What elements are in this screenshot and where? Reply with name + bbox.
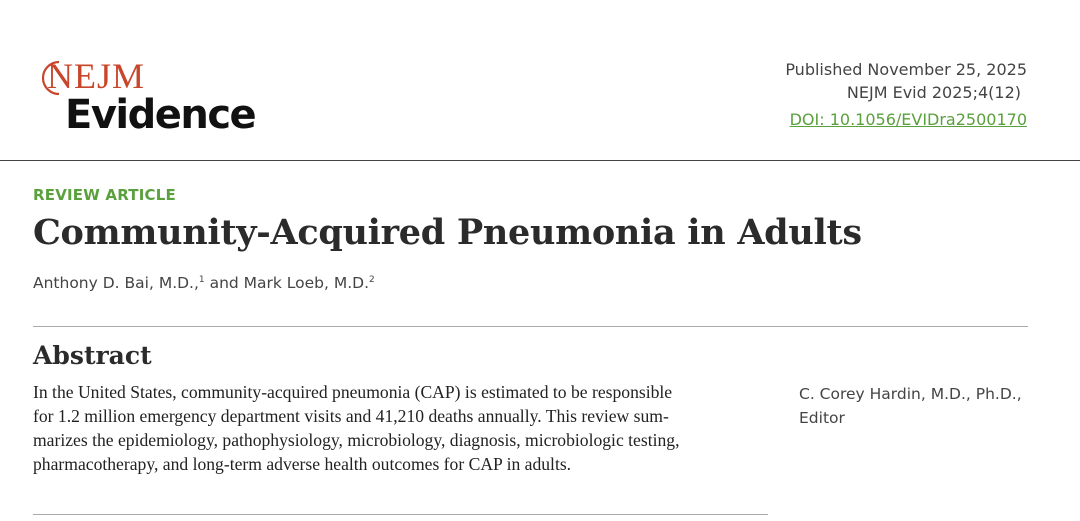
author-name[interactable]: and Mark Loeb, M.D. — [204, 274, 370, 292]
abstract-heading: Abstract — [33, 341, 152, 370]
logo-nejm-text: NEJM — [47, 56, 146, 96]
abstract-divider — [33, 514, 768, 515]
published-date: Published November 25, 2025 — [785, 60, 1027, 79]
abstract-line: marizes the epidemiology, pathophysiology, microbiology, diagnosis, microbiologic testing, — [33, 430, 680, 450]
abstract-line: In the United States, community-acquired pneumonia (CAP) is estimated to be responsible — [33, 382, 673, 402]
citation: NEJM Evid 2025;4(12) — [846, 83, 1021, 102]
abstract-line: for 1.2 million emergency department visits and 41,210 deaths annually. This review sum- — [33, 406, 669, 426]
article-type: REVIEW ARTICLE — [33, 186, 176, 204]
abstract-text — [33, 380, 773, 476]
editor-name: C. Corey Hardin, M.D., Ph.D., — [799, 385, 1022, 403]
affiliation-marker[interactable]: 1 — [198, 275, 205, 285]
editor-role: Editor — [799, 409, 845, 427]
header-divider — [0, 160, 1080, 161]
abstract-line: pharmacotherapy, and long-term adverse health outcomes for CAP in adults. — [33, 454, 572, 474]
author-list — [33, 274, 375, 292]
journal-logo[interactable] — [33, 56, 256, 140]
editor-credit — [799, 382, 1039, 430]
doi-link[interactable]: DOI: 10.1056/EVIDra2500170 — [789, 110, 1027, 129]
section-divider — [33, 326, 1028, 327]
affiliation-marker[interactable]: 2 — [369, 275, 375, 285]
publication-info — [785, 58, 1027, 131]
article-title: Community-Acquired Pneumonia in Adults — [33, 212, 862, 253]
logo-evidence-text: Evidence — [65, 92, 256, 138]
author-name[interactable]: Anthony D. Bai, M.D., — [33, 274, 199, 292]
